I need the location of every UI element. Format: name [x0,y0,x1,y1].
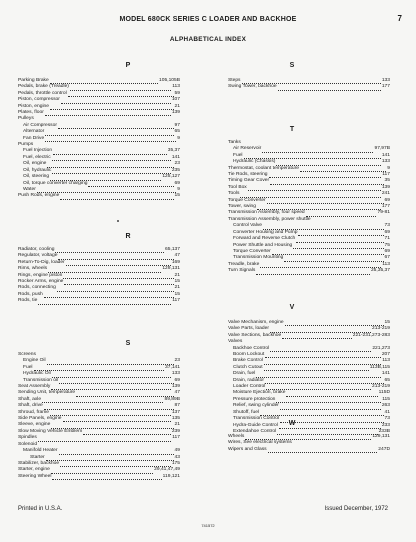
index-entry-page: 87 [174,403,180,409]
index-entry-text: Rods, tie [18,298,38,304]
dot-leader [57,286,174,291]
index-entry-text: Regulator, voltage [18,253,58,259]
index-entry-page: 125,127 [162,174,180,180]
index-entry-page: 21 [174,103,180,109]
index-section-r [18,247,180,305]
dot-leader [70,85,171,90]
dot-leader [38,436,171,441]
dot-leader [34,144,179,148]
index-entry [18,474,180,480]
index-section-p [18,78,180,200]
dot-leader [268,448,378,453]
index-entry-page: 117 [382,172,390,178]
index-entry-text: Torque Converter [228,197,266,203]
index-entry-page: 97,97B [374,146,390,152]
index-entry-text: Piston, compressor [18,97,60,103]
index-entry [18,390,180,396]
dot-leader [37,354,179,358]
index-entry-page: 213-219 [372,384,390,390]
printed-note: Printed in U.S.A. [18,506,63,512]
index-entry [18,429,180,435]
index-entry-text: Slow Moving Vehicle Emblem [18,428,83,434]
index-subtitle: ALPHABETICAL INDEX [169,36,247,43]
index-entry-page: 59 [174,90,180,96]
index-entry-page: 115 [382,396,390,402]
dot-leader [66,261,171,266]
index-entry-text: Power Shuttle and Housing [233,242,293,248]
dot-leader [52,156,171,161]
dot-leader [256,372,381,377]
index-entry-page: 73 [384,223,390,229]
index-entry-page: 117 [172,435,180,441]
dot-leader [280,404,381,409]
dot-leader [50,411,171,416]
dot-leader [270,347,371,352]
index-entry-text: Steps [228,78,241,83]
index-entry [18,292,180,298]
index-entry [18,298,180,304]
index-entry-page: 115D [378,390,390,396]
section-letter-w: W [288,420,296,427]
index-entry-text: Parking Brake [18,78,49,83]
index-entry-page: 65,137 [165,247,180,252]
index-section-s-right [228,78,390,91]
index-entry-page: 113 [382,261,390,267]
index-entry-text: Swing Tower, backhoe [228,84,277,90]
index-entry-page: 139 [171,384,180,390]
document-code: 741572 [201,523,215,528]
index-entry-text: Starter, engine [18,467,50,473]
index-entry [228,447,390,453]
index-entry [18,136,180,142]
index-entry-text: Radiator, cooling [18,247,55,252]
index-entry-text: Wires, See electrical systems [228,440,292,446]
dot-leader [276,398,381,403]
dot-leader [282,334,352,339]
index-entry-text: Moisture Ejection, brake [233,390,286,396]
index-entry-text: Push Rods, engine [18,193,60,199]
index-entry-page: 65 [174,129,180,135]
dot-leader [88,182,173,187]
page-speck [117,220,119,222]
index-entry-text: Hydraulic Oil [23,371,51,377]
index-entry-page: 119,121 [162,473,180,479]
index-entry-page: 21 [174,422,180,428]
index-entry-page: 129,131 [372,434,390,439]
index-entry-text: Tie Rods, steering [228,172,268,178]
index-entry-text: Tools [228,191,240,197]
index-entry-page: 177 [381,204,390,210]
index-entry-text: Piston, engine [18,103,49,109]
dot-leader [285,321,384,326]
dot-leader [52,475,161,480]
dot-leader [264,366,369,371]
index-entry-page: 73 [384,416,390,422]
index-entry [18,193,180,199]
dot-leader [34,366,165,371]
index-entry [228,178,390,184]
index-entry-text: Hydraulic (Chassis) [233,159,276,165]
index-entry-text: Fan Drive [23,135,45,141]
index-entry-page: 43 [174,454,180,460]
index-entry [228,185,390,191]
dot-leader [76,391,173,396]
dot-leader [44,404,174,409]
index-entry-text: Valve Sections, backhoe [228,332,282,338]
index-entry-text: Fuel [23,364,33,370]
index-entry-text: Screens [18,352,36,357]
index-entry-page: 35,37 [167,148,180,154]
dot-leader [53,149,167,154]
index-entry-text: Pressure protection [233,396,276,402]
dot-leader [264,359,381,364]
dot-leader [265,353,381,358]
index-entry-page: 67 [384,255,390,261]
index-entry-page: 47 [174,253,180,259]
dot-leader [46,456,174,461]
dot-leader [42,398,163,403]
index-entry-page: 105,105B [159,78,180,83]
index-entry [18,358,180,364]
index-entry-text: Starter [30,454,45,460]
index-entry-page: 69 [384,197,390,203]
dot-leader [298,231,383,236]
dot-leader [262,147,373,152]
issued-date: Issued December, 1972 [324,506,388,512]
dot-leader [38,299,171,304]
index-entry-page: 15 [174,291,180,297]
index-entry-text: Air Compressor [23,122,57,128]
index-entry-page: 23 [174,358,180,364]
dot-leader [267,199,384,204]
index-entry-text: Torque Converter [233,248,271,254]
index-entry [228,268,390,274]
index-entry-page: 133 [381,159,390,165]
index-section-t [228,140,390,275]
dot-leader [260,263,381,268]
index-entry-page: 23 [174,161,180,167]
index-entry-text: Plates, floor [18,110,44,116]
index-entry-text: Shroud, frame [18,409,49,415]
index-entry-text: Backhoe Control [233,345,270,351]
dot-leader [59,449,174,454]
index-entry-text: Return-To-Dig, loader [18,259,65,265]
index-entry-page: 21 [174,272,180,278]
index-entry-page: 135 [171,416,180,422]
dot-leader [59,379,173,384]
dot-leader [47,162,173,167]
index-entry-text: Forward and Reverse Clutch [233,236,296,242]
index-entry-text: Pumps [18,142,34,148]
dot-leader [61,98,171,103]
index-entry-text: Clutch Cutout [233,364,263,370]
index-entry-text: Tanks [228,140,241,145]
index-entry-text: Side Panels, engine [18,416,62,422]
index-entry-page: 69 [384,248,390,254]
index-entry-text: Rods, push [18,291,43,297]
index-entry-page: 9 [177,186,180,192]
index-entry-page: 133 [381,78,390,83]
index-entry-page: 221-231,273-283 [352,332,390,338]
index-entry-page: 25,35,37 [370,268,390,274]
index-entry-text: Hydra-Guide Control [233,422,278,428]
index-entry-text: Transmission Mounting [233,255,284,261]
index-entry-text: Oil, torque converter charging [23,180,88,186]
dot-leader [284,256,383,261]
index-entry-page: 97 [174,122,180,128]
index-section-s-left [18,352,180,480]
index-entry-page: 41 [384,409,390,415]
section-letter-p: P [125,62,131,69]
index-entry-text: Tower, swing [228,204,256,210]
index-entry-text: Thermostat, coolant temperature [228,165,299,171]
index-entry-text: Air Reservoir [233,146,262,152]
dot-leader [60,194,173,199]
dot-leader [272,250,384,255]
dot-leader [68,92,174,97]
dot-leader [52,169,171,174]
index-entry-page: 69 [384,229,390,235]
index-entry-text: Alternator [23,129,45,135]
index-entry-page: 175 [171,460,180,466]
index-section-w [228,434,390,453]
index-entry-page: 141 [171,154,180,160]
dot-leader [45,130,173,135]
index-entry-text: Valves [228,339,243,345]
index-entry-page: 239 [171,428,180,434]
index-entry-page: 221,273 [372,345,390,351]
index-entry-page: 169 [171,259,180,265]
index-entry-text: Transmission Assembly, power shuttle [228,216,311,222]
index-entry-page: 47 [174,390,180,396]
index-entry-page: 15 [174,279,180,285]
index-entry-text: Stabilizer, backhoe [18,460,60,466]
index-entry-page: 113 [172,84,180,90]
index-entry-page: 21 [174,285,180,291]
index-entry-text: Engine Oil [23,358,46,364]
index-entry-page: 263 [381,403,390,409]
index-entry-text: Shutoff, fuel [233,409,260,415]
index-entry-text: Relief, swing cylinder [233,403,279,409]
index-entry-text: Valve Parts, loader [228,326,269,332]
index-entry-text: Transmission Control [233,416,280,422]
index-entry-page: 177 [381,84,390,90]
dot-leader [63,274,173,279]
dot-leader [306,211,377,216]
dot-leader [248,186,381,191]
dot-leader [293,442,389,446]
index-entry-text: Sleeve, engine [18,422,51,428]
index-entry-page: 117 [172,298,180,304]
index-entry-text: Rings, engine piston [18,272,63,278]
index-entry-text: Brake Control [233,358,263,364]
index-entry-text: Control Valve [233,223,262,229]
index-entry-text: Pedals, throttle control [18,90,67,96]
index-entry-page: 241 [381,191,390,197]
dot-leader [265,379,384,384]
index-entry-text: Turn Signals [228,268,256,274]
dot-leader [83,430,171,435]
index-entry-text: Converter Housing and Pump [233,229,298,235]
page-number: 7 [397,14,402,23]
section-letter-s: S [125,340,131,347]
dot-leader [58,254,173,259]
index-entry-page: 233 [381,422,390,428]
index-entry-page: 37,141 [165,364,180,370]
section-letter-t: T [289,126,295,133]
dot-leader [270,179,383,184]
dot-leader [278,85,381,90]
dot-leader [52,372,171,377]
index-entry-page: 9 [177,135,180,141]
index-entry-text: Transmission oil [23,377,59,383]
dot-leader [51,468,153,473]
dot-leader [300,167,386,172]
index-entry-text: Shaft, drive [18,403,43,409]
dot-leader [312,219,389,223]
index-entry-text: Drain, radiator [233,377,264,383]
index-entry-text: Steering Wheel [18,473,52,479]
index-entry-page: 79-81 [377,210,390,216]
index-entry-text: Fuel [233,152,243,158]
index-entry [18,110,180,116]
dot-leader [45,137,176,142]
index-entry-page: 137 [171,409,180,415]
index-entry-page: 89,89B [164,396,180,402]
index-entry-text: Rocker Arms, engine [18,279,64,285]
dot-leader [256,269,370,274]
index-entry-page: 69 [174,377,180,383]
dot-leader [296,237,383,242]
section-letter-r: R [125,233,131,240]
index-entry-page: 65 [384,377,390,383]
index-entry-page: 69 [174,180,180,186]
index-entry-text: Oil, engine [23,161,47,167]
index-entry [18,435,180,441]
dot-leader [242,142,389,146]
index-entry-text: Rods, connecting [18,285,56,291]
index-entry-page: 49 [174,448,180,454]
index-entry-text: Valve Mechanism, engine [228,320,284,325]
dot-leader [269,173,382,178]
index-entry-text: Drain, fuel [233,371,256,377]
index-entry-page: 141 [381,371,390,377]
index-entry-text: Rims, wheels [18,266,48,272]
dot-leader [50,105,174,110]
index-entry-text: Transmission Assembly, four speed [228,210,305,216]
index-entry-page: 133 [171,371,180,377]
dot-leader [45,111,171,116]
index-entry-page: 235 [171,167,180,173]
index-entry-page: 247D [378,446,390,452]
index-entry-text: Wheels [228,434,245,439]
index-entry-text: Treadle, brake [228,261,260,267]
index-entry-text: Pulleys [18,116,34,122]
dot-leader [64,280,173,285]
dot-leader [286,391,377,396]
index-entry [228,84,390,90]
dot-leader [63,417,171,422]
dot-leader [293,244,383,249]
index-entry-page: 71 [384,236,390,242]
index-entry-text: Oil, hydraulic [23,167,52,173]
index-entry-page: 233B [378,428,390,434]
index-section-v [228,320,390,435]
index-entry-text: Fuel, electric [23,154,51,160]
index-entry-page: 113 [382,358,390,364]
index-entry-page: 107 [171,97,180,103]
index-entry-page: 9 [387,165,390,171]
section-letter-s-right: S [289,62,295,69]
index-entry-text: Spindles [18,435,37,441]
index-entry-page: 15 [174,193,180,199]
dot-leader [55,248,164,253]
dot-leader [48,267,161,272]
index-entry-page: 207 [381,352,390,358]
index-entry-page: 139 [171,110,180,116]
index-entry-page: 75 [384,242,390,248]
index-entry-text: Wipers and Glass [228,446,267,452]
index-entry-text: Pedals, brake (Treadle) [18,84,69,90]
index-entry-text: Sending Unit, temperature [18,390,76,396]
section-letter-v: V [289,304,295,311]
index-entry-page: 139 [381,184,390,190]
index-entry-text: Solenoid [18,441,38,447]
index-entry-page: 29,41,47,49 [154,467,180,473]
index-entry-text: Oil, steering [23,174,50,180]
index-entry [228,146,390,152]
index-entry-text: Water [23,186,36,192]
index-entry-text: Tool Box [228,184,247,190]
dot-leader [58,124,174,129]
index-entry-text: Manifold Heater [23,448,58,454]
index-entry-page: 141 [381,152,390,158]
index-entry-text: Loader Control [233,384,266,390]
index-entry-page: 113B,115 [369,364,390,370]
index-entry-text: Extendahoe Control [233,428,277,434]
page-title: MODEL 680CK SERIES C LOADER AND BACKHOE [119,16,297,23]
index-entry-text: Boom Lockout [233,352,265,358]
index-entry-page: 129,131 [162,266,180,272]
index-entry-text: Fuel Injection [23,148,53,154]
index-entry [228,333,390,339]
dot-leader [44,293,174,298]
index-entry-text: Shaft, axle [18,396,42,402]
dot-leader [47,359,174,364]
index-entry-page: 15 [384,320,390,325]
index-entry [18,181,180,187]
index-entry-page: 35 [384,178,390,184]
index-entry-text: Timing Gear Cover [228,178,270,184]
dot-leader [38,444,179,448]
index-entry-page: 213-219 [372,326,390,332]
index-entry-text: Seat Assembly [18,384,51,390]
